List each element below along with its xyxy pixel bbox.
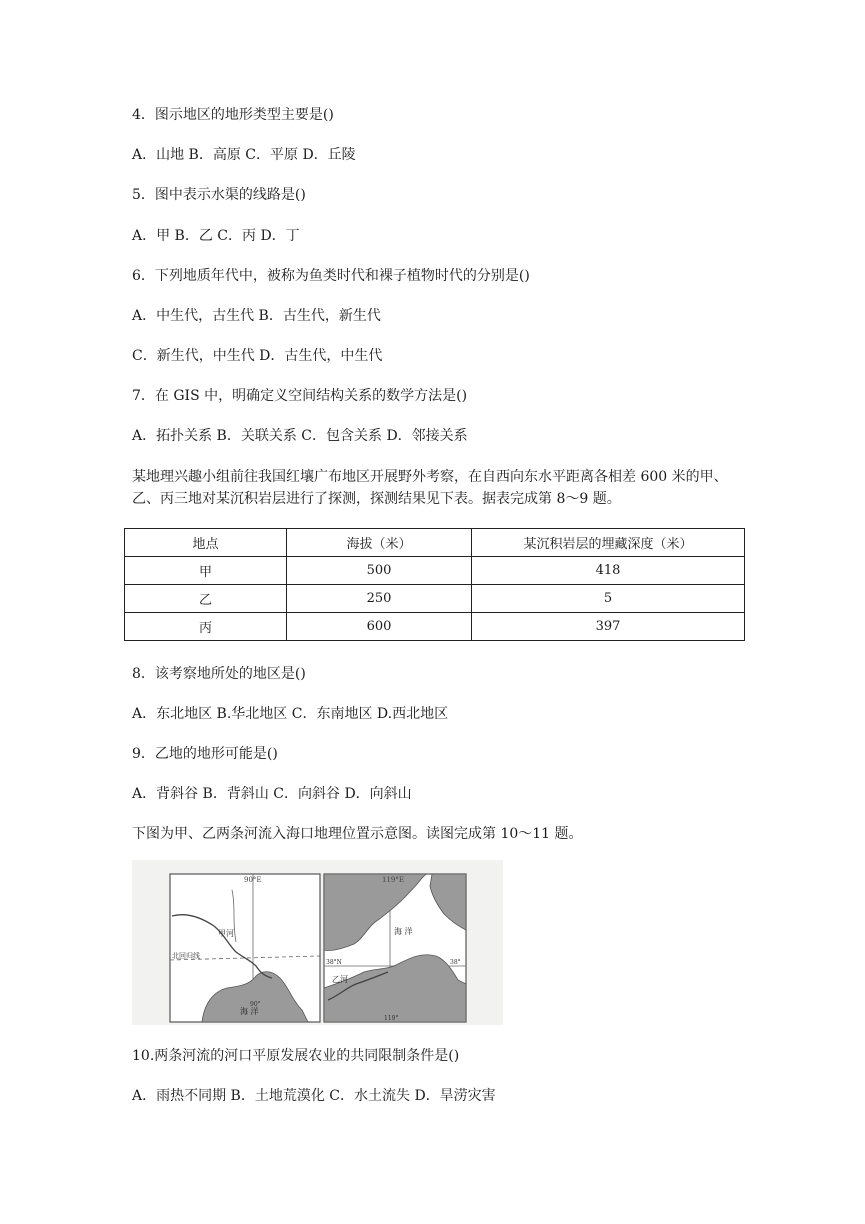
table-cell: 丙 bbox=[125, 613, 287, 641]
q5-stem: 5．图中表示水渠的线路是() bbox=[132, 187, 306, 203]
q9-options: A．背斜谷 B．背斜山 C．向斜谷 D．向斜山 bbox=[132, 786, 412, 802]
tropic-label: 北回归线 bbox=[172, 952, 200, 960]
passage-1: 某地理兴趣小组前往我国红壤广布地区开展野外考察，在自西向东水平距离各相差 600 米的甲、乙、丙三地对某沉积岩层进行了探测，探测结果见下表。据表完成第 8～9 题。 bbox=[132, 469, 728, 507]
left-bottom-lon-label: 90° bbox=[250, 1001, 261, 1008]
table-cell: 乙 bbox=[125, 585, 287, 613]
table-header: 海拔（米） bbox=[287, 529, 472, 557]
left-top-lon-label: 90°E bbox=[244, 876, 262, 884]
right-sea-label: 海 洋 bbox=[394, 927, 413, 936]
table-cell: 397 bbox=[472, 613, 745, 641]
q7-options: A．拓扑关系 B．关联关系 C．包含关系 D．邻接关系 bbox=[132, 428, 468, 444]
table-cell: 600 bbox=[287, 613, 472, 641]
q4-options: A．山地 B．高原 C．平原 D．丘陵 bbox=[132, 147, 356, 163]
table-row bbox=[125, 557, 745, 585]
q5-options: A．甲 B．乙 C．丙 D．丁 bbox=[132, 228, 300, 244]
survey-table bbox=[124, 528, 745, 641]
table-cell: 250 bbox=[287, 585, 472, 613]
q8-options: A．东北地区 B.华北地区 C．东南地区 D.西北地区 bbox=[132, 706, 449, 722]
q7-stem: 7．在 GIS 中，明确定义空间结构关系的数学方法是() bbox=[132, 388, 468, 404]
q10-options: A．雨热不同期 B．土地荒漠化 C．水土流失 D．旱涝灾害 bbox=[132, 1088, 496, 1104]
passage-2: 下图为甲、乙两条河流入海口地理位置示意图。读图完成第 10～11 题。 bbox=[132, 826, 583, 842]
table-header: 某沉积岩层的埋藏深度（米） bbox=[472, 529, 745, 557]
q4-stem: 4．图示地区的地形类型主要是() bbox=[132, 107, 334, 123]
table-cell: 500 bbox=[287, 557, 472, 585]
table-header-row bbox=[125, 529, 745, 557]
right-bottom-lon-label: 119° bbox=[384, 1015, 399, 1022]
table-cell: 418 bbox=[472, 557, 745, 585]
right-top-lon-label: 119°E bbox=[382, 876, 404, 884]
river-mouth-map bbox=[132, 860, 503, 1025]
q6-stem: 6．下列地质年代中，被称为鱼类时代和裸子植物时代的分别是() bbox=[132, 268, 530, 284]
q6-options-2: C．新生代，中生代 D．古生代，中生代 bbox=[132, 348, 383, 364]
q6-options-1: A．中生代，古生代 B．古生代，新生代 bbox=[132, 308, 381, 324]
map-panel-left bbox=[170, 874, 320, 1022]
table-row bbox=[125, 613, 745, 641]
table-header: 地点 bbox=[125, 529, 287, 557]
left-river-label: 甲河 bbox=[218, 929, 234, 938]
table-cell: 甲 bbox=[125, 557, 287, 585]
q10-stem: 10.两条河流的河口平原发展农业的共同限制条件是() bbox=[132, 1048, 460, 1064]
right-lat-right-label: 38° bbox=[450, 959, 461, 966]
table-cell: 5 bbox=[472, 585, 745, 613]
right-lat-left-label: 38°N bbox=[326, 959, 342, 966]
q9-stem: 9．乙地的地形可能是() bbox=[132, 746, 278, 762]
table-row bbox=[125, 585, 745, 613]
left-sea-label: 海 洋 bbox=[240, 1007, 259, 1016]
right-river-label: 乙河 bbox=[332, 975, 348, 984]
map-panel-right bbox=[324, 874, 466, 1022]
q8-stem: 8．该考察地所处的地区是() bbox=[132, 666, 306, 682]
